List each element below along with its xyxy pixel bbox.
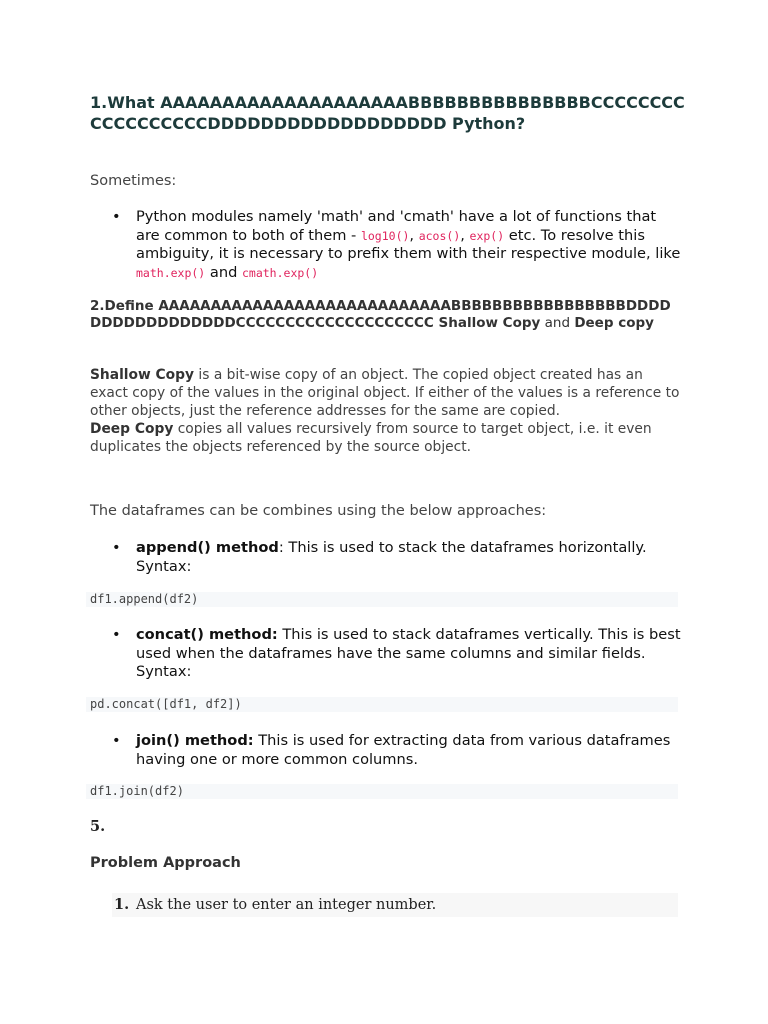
list-text: Ask the user to enter an integer number.	[136, 897, 437, 913]
code-block: df1.join(df2)	[86, 784, 678, 799]
question-2-title: 2.Define AAAAAAAAAAAAAAAAAAAAAAAAAAAABBBBBBBBBBBBBBBBBDDDDDDDDDDDDDDDDDCCCCCCCCCCCCCCCCCCCC Shallow Copy and Deep copy	[90, 298, 671, 331]
inline-code: cmath.exp()	[241, 265, 319, 280]
bullet-text: Python modules namely 'math' and 'cmath' have a lot of functions that are common to both of them - log10(), acos(), exp() etc. To resolve this ambiguity, it is necessary to prefix them with their respective module, like math.exp() and cmath.exp()	[136, 208, 681, 281]
inline-code: log10()	[360, 228, 410, 243]
deep-copy-label: Deep copy	[574, 315, 654, 331]
list-item	[112, 208, 682, 284]
list-item	[112, 732, 682, 770]
list-item	[112, 626, 682, 682]
problem-approach-heading: Problem Approach	[90, 855, 241, 871]
inline-code: math.exp()	[136, 265, 206, 280]
code-block: pd.concat([df1, df2])	[86, 697, 678, 712]
ordered-list-item	[112, 893, 678, 917]
question-1-intro: Sometimes:	[90, 173, 177, 189]
inline-code: exp()	[469, 228, 505, 243]
bullet-text: append() method: This is used to stack the dataframes horizontally. Syntax:	[136, 539, 647, 575]
question-3-intro: The dataframes can be combines using the below approaches:	[90, 503, 547, 519]
list-number: 1.	[114, 896, 130, 913]
question-1-title: 1.What AAAAAAAAAAAAAAAAAAAABBBBBBBBBBBBBBBCCCCCCCCCCCCCCCCCCDDDDDDDDDDDDDDDDDD Python?	[90, 93, 685, 133]
shallow-copy-label: Shallow Copy	[438, 315, 541, 331]
code-block: df1.append(df2)	[86, 592, 678, 607]
bullet-marker: •	[112, 732, 121, 749]
bullet-marker: •	[112, 208, 121, 225]
bullet-text: join() method: This is used for extracting data from various dataframes having one or more common columns.	[136, 732, 671, 768]
list-item	[112, 539, 682, 577]
bullet-marker: •	[112, 626, 121, 643]
inline-code: acos()	[418, 228, 461, 243]
question-5-number: 5.	[90, 818, 106, 835]
copy-explanation: Shallow Copy is a bit-wise copy of an object. The copied object created has an exact copy of the values in the original object. If either of the values is a reference to other objects, just the reference addresses for the same are copied. Deep Copy copies all values recursively from source to target object, i.e. it even duplicates the objects referenced by the source object.	[90, 367, 680, 455]
bullet-text: concat() method: This is used to stack dataframes vertically. This is best used when the dataframes have the same columns and similar fields. Syntax:	[136, 626, 681, 680]
bullet-marker: •	[112, 539, 121, 556]
